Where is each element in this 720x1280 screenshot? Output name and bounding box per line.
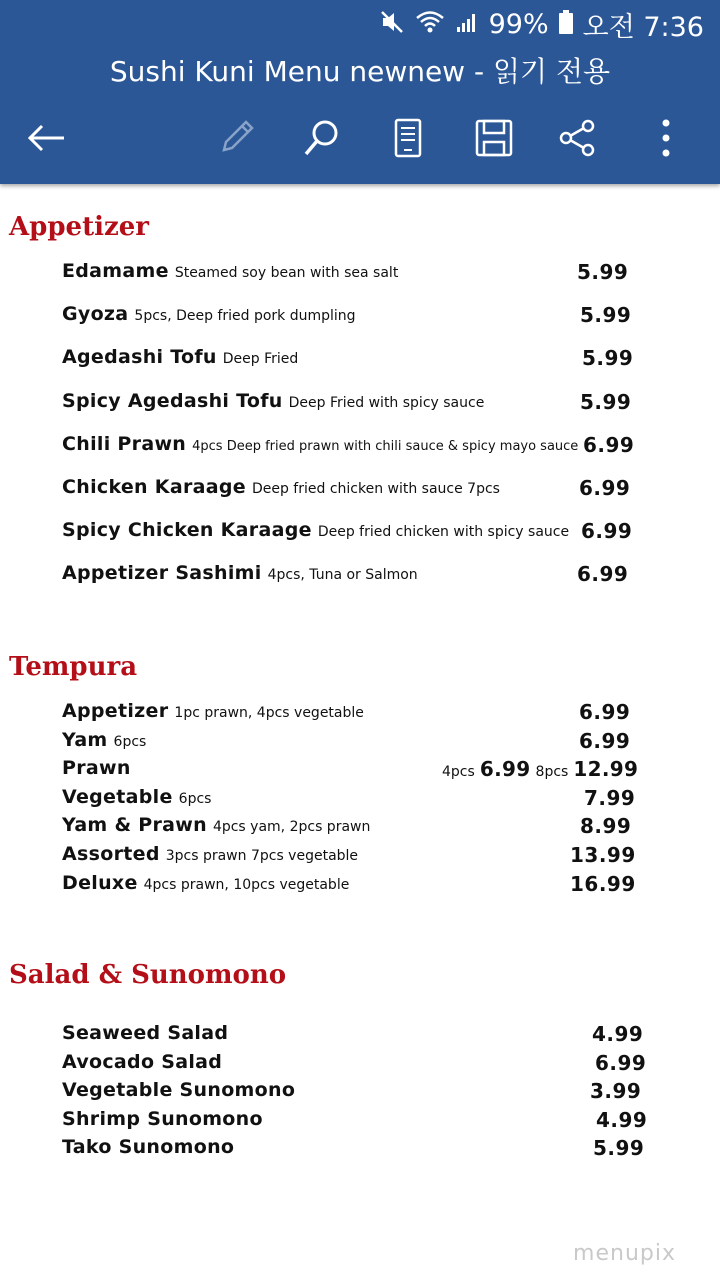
menu-item — [62, 562, 660, 592]
menu-item — [62, 260, 660, 290]
menu-item — [62, 433, 660, 463]
prawn-price-options — [442, 757, 638, 781]
item-description: Deep fried chicken with spicy sauce — [317, 524, 570, 540]
battery-icon — [559, 10, 573, 38]
item-price: 5.99 — [580, 303, 632, 327]
item-name: Gyoza — [62, 303, 129, 325]
item-price: 16.99 — [570, 872, 636, 896]
menu-item — [62, 1108, 660, 1138]
menu-item — [62, 700, 660, 730]
item-description: 1pc prawn, 4pcs vegetable — [174, 705, 364, 721]
item-price: 3.99 — [590, 1079, 642, 1103]
item-name: Spicy Chicken Karaage — [62, 519, 312, 541]
item-name: Yam — [62, 729, 108, 751]
section-heading-tempura: Tempura — [9, 652, 138, 682]
item-name: Vegetable — [62, 786, 173, 808]
item-name: Appetizer — [62, 700, 169, 722]
item-price: 12.99 — [573, 757, 639, 781]
item-price: 7.99 — [584, 786, 636, 810]
item-description: 4pcs yam, 2pcs prawn — [212, 819, 371, 835]
battery-percent: 99% — [488, 8, 549, 40]
more-icon[interactable] — [642, 114, 690, 162]
menu-item — [62, 1136, 660, 1166]
menu-item — [62, 519, 660, 549]
section-heading-salad: Salad & Sunomono — [9, 960, 287, 990]
status-bar — [379, 8, 704, 43]
item-price: 8.99 — [580, 814, 632, 838]
item-name: Chicken Karaage — [62, 476, 246, 498]
signal-icon — [455, 10, 479, 38]
item-name: Vegetable Sunomono — [62, 1079, 296, 1101]
menu-item — [62, 1051, 660, 1081]
item-description: 6pcs — [178, 791, 212, 807]
item-price: 6.99 — [581, 519, 633, 543]
share-icon[interactable] — [554, 114, 602, 162]
item-name: Agedashi Tofu — [62, 346, 217, 368]
item-description: 4pcs, Tuna or Salmon — [267, 567, 418, 583]
item-name: Avocado Salad — [62, 1051, 223, 1073]
watermark: menupix — [573, 1241, 676, 1266]
menu-item — [62, 390, 660, 420]
item-name: Seaweed Salad — [62, 1022, 229, 1044]
item-description: Steamed soy bean with sea salt — [174, 265, 399, 281]
item-price: 13.99 — [570, 843, 636, 867]
item-name: Prawn — [62, 757, 131, 779]
pencil-icon[interactable] — [212, 114, 260, 162]
item-price: 6.99 — [583, 433, 635, 457]
item-price: 6.99 — [579, 729, 631, 753]
item-description: Deep Fried — [222, 351, 299, 367]
clock: 오전 7:36 — [582, 11, 704, 43]
wifi-icon — [415, 9, 445, 39]
menu-item — [62, 757, 660, 787]
item-price: 6.99 — [579, 700, 631, 724]
item-description: 3pcs prawn 7pcs vegetable — [165, 848, 359, 864]
app-bar — [0, 0, 720, 184]
item-name: Tako Sunomono — [62, 1136, 235, 1158]
item-name: Appetizer Sashimi — [62, 562, 262, 584]
menu-item — [62, 1079, 660, 1109]
item-price-small: 6.99 — [479, 757, 531, 781]
menu-item — [62, 872, 660, 902]
item-description: Deep Fried with spicy sauce — [288, 395, 485, 411]
item-price: 4.99 — [592, 1022, 644, 1046]
item-name: Shrimp Sunomono — [62, 1108, 263, 1130]
item-price: 5.99 — [593, 1136, 645, 1160]
item-description: 4pcs Deep fried prawn with chili sauce & spicy mayo sauce — [192, 439, 579, 454]
item-price: 5.99 — [582, 346, 634, 370]
item-name: Assorted — [62, 843, 160, 865]
menu-item — [62, 729, 660, 759]
item-name: Deluxe — [62, 872, 138, 894]
item-name: Yam & Prawn — [62, 814, 207, 836]
mute-icon — [379, 9, 405, 39]
document-title: Sushi Kuni Menu newnew - 읽기 전용 — [109, 55, 611, 88]
document-page[interactable] — [0, 184, 720, 1280]
menu-item — [62, 346, 660, 376]
back-arrow-icon[interactable] — [22, 114, 70, 162]
item-description: 4pcs prawn, 10pcs vegetable — [143, 877, 350, 893]
item-price: 5.99 — [580, 390, 632, 414]
menu-item — [62, 476, 660, 506]
menu-item — [62, 786, 660, 816]
item-qty: 4pcs — [442, 764, 475, 780]
menu-item — [62, 814, 660, 844]
item-description: Deep fried chicken with sauce 7pcs — [251, 481, 500, 497]
reading-view-icon[interactable] — [384, 114, 432, 162]
item-price: 5.99 — [577, 260, 629, 284]
menu-item — [62, 1022, 660, 1052]
item-name: Edamame — [62, 260, 169, 282]
menu-item — [62, 843, 660, 873]
item-price: 6.99 — [595, 1051, 647, 1075]
item-name: Spicy Agedashi Tofu — [62, 390, 283, 412]
item-qty: 8pcs — [535, 764, 569, 780]
item-price: 4.99 — [596, 1108, 648, 1132]
item-description: 5pcs, Deep fried pork dumpling — [134, 308, 356, 324]
item-price: 6.99 — [577, 562, 629, 586]
section-heading-appetizer: Appetizer — [9, 212, 149, 242]
save-icon[interactable] — [470, 114, 518, 162]
item-description: 6pcs — [113, 734, 147, 750]
menu-item — [62, 303, 660, 333]
item-name: Chili Prawn — [62, 433, 187, 455]
search-icon[interactable] — [298, 114, 346, 162]
item-price: 6.99 — [579, 476, 631, 500]
